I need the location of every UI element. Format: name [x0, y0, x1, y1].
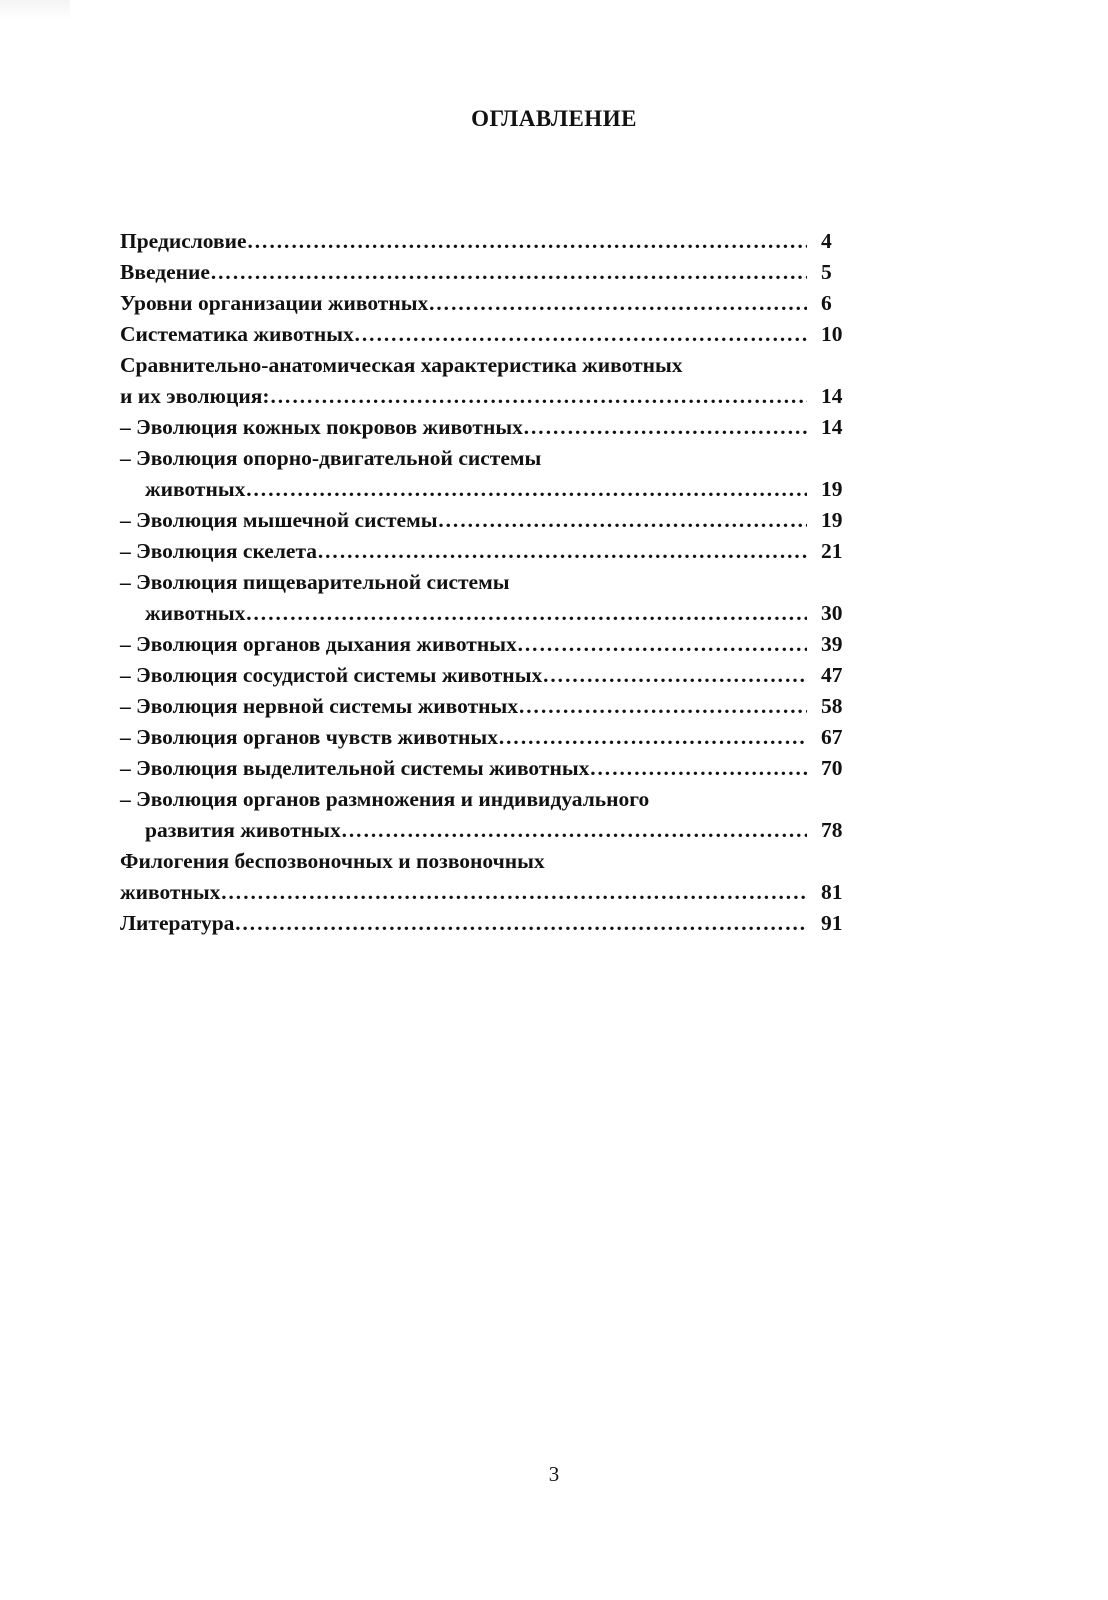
toc-entry-page-number: 70 — [821, 756, 843, 780]
toc-entry-page-number: 5 — [821, 260, 832, 284]
toc-entry-label: – Эволюция органов чувств животных — [120, 725, 498, 749]
toc-entry-last-line — [120, 226, 867, 257]
toc-entry-page-number: 30 — [821, 601, 843, 625]
toc-entry-label: – Эволюция опорно-двигательной системы — [120, 446, 542, 470]
toc-entry-label: – Эволюция органов размножения и индивидуального — [120, 787, 650, 811]
toc-entry-last-line — [120, 629, 867, 660]
toc-entry-last-line — [120, 877, 867, 908]
toc-entry[interactable] — [120, 536, 867, 567]
toc-entry-last-line — [120, 381, 867, 412]
toc-entry-label: Введение — [120, 260, 210, 284]
toc-entry-label: животных — [145, 601, 246, 625]
toc-entry-page-number: 78 — [821, 818, 843, 842]
toc-entry-label: – Эволюция мышечной системы — [120, 508, 438, 532]
dot-leader — [210, 257, 807, 288]
toc-entry-page-number: 81 — [821, 880, 843, 904]
dot-leader — [341, 815, 807, 846]
scan-artifact — [0, 0, 70, 20]
toc-entry-last-line — [120, 288, 867, 319]
toc-entry[interactable] — [120, 350, 867, 412]
toc-entry-page-number: 58 — [821, 694, 843, 718]
toc-entry-last-line — [120, 257, 867, 288]
dot-leader — [245, 474, 807, 505]
toc-entry-last-line — [120, 908, 867, 939]
toc-entry-last-line — [120, 691, 867, 722]
toc-entry-page-number: 4 — [821, 229, 832, 253]
toc-entry-label: – Эволюция выделительной системы животных — [120, 756, 590, 780]
toc-entry-last-line — [120, 412, 867, 443]
toc-entry-page-number: 6 — [821, 291, 832, 315]
toc-entry-label: – Эволюция органов дыхания животных — [120, 632, 517, 656]
toc-entry[interactable] — [120, 257, 867, 288]
toc-entry-label: Сравнительно-анатомическая характеристика животных — [120, 353, 683, 377]
toc-entry-last-line — [120, 660, 867, 691]
toc-entry[interactable] — [120, 412, 867, 443]
toc-entry-line — [120, 443, 867, 474]
toc-entry-last-line — [120, 753, 867, 784]
toc-entry-last-line — [120, 474, 867, 505]
dot-leader — [542, 660, 807, 691]
toc-entry-label: Предисловие — [120, 229, 247, 253]
dot-leader — [247, 226, 807, 257]
toc-entry[interactable] — [120, 908, 867, 939]
toc-entry[interactable] — [120, 846, 867, 908]
dot-leader — [270, 381, 807, 412]
dot-leader — [220, 877, 807, 908]
toc-entry-line — [120, 567, 867, 598]
page-title: ОГЛАВЛЕНИЕ — [471, 106, 637, 131]
dot-leader — [428, 288, 807, 319]
dot-leader — [354, 319, 807, 350]
toc-entry[interactable] — [120, 319, 867, 350]
toc-entry-page-number: 47 — [821, 663, 843, 687]
toc-entry-label: – Эволюция нервной системы животных — [120, 694, 519, 718]
toc-entry-page-number: 91 — [821, 911, 843, 935]
toc-entry-label: – Эволюция сосудистой системы животных — [120, 663, 543, 687]
table-of-contents — [120, 226, 867, 939]
toc-entry[interactable] — [120, 691, 867, 722]
toc-entry-last-line — [120, 598, 867, 629]
toc-entry-last-line — [120, 815, 867, 846]
toc-entry-label: животных — [120, 880, 221, 904]
toc-entry-page-number: 14 — [821, 415, 843, 439]
toc-entry-last-line — [120, 505, 867, 536]
toc-entry-label: Систематика животных — [120, 322, 354, 346]
toc-entry-last-line — [120, 536, 867, 567]
dot-leader — [438, 505, 807, 536]
toc-entry-label: и их эволюция: — [120, 384, 270, 408]
dot-leader — [317, 536, 807, 567]
toc-entry-label: Литература — [120, 911, 235, 935]
toc-entry-page-number: 21 — [821, 539, 843, 563]
toc-entry-last-line — [120, 319, 867, 350]
toc-entry[interactable] — [120, 722, 867, 753]
toc-entry[interactable] — [120, 784, 867, 846]
toc-entry-label: Уровни организации животных — [120, 291, 429, 315]
toc-entry[interactable] — [120, 505, 867, 536]
dot-leader — [234, 908, 807, 939]
page-number: 3 — [548, 1462, 560, 1486]
dot-leader — [498, 722, 807, 753]
toc-entry[interactable] — [120, 660, 867, 691]
toc-entry-page-number: 19 — [821, 508, 843, 532]
toc-entry-page-number: 10 — [821, 322, 843, 346]
dot-leader — [517, 629, 807, 660]
dot-leader — [523, 412, 807, 443]
toc-entry-page-number: 14 — [821, 384, 843, 408]
toc-entry-line — [120, 846, 867, 877]
toc-entry[interactable] — [120, 443, 867, 505]
toc-entry-line — [120, 350, 867, 381]
dot-leader — [589, 753, 807, 784]
toc-entry[interactable] — [120, 753, 867, 784]
toc-entry[interactable] — [120, 288, 867, 319]
toc-entry-page-number: 39 — [821, 632, 843, 656]
toc-entry-page-number: 67 — [821, 725, 843, 749]
toc-entry-label: Филогения беспозвоночных и позвоночных — [120, 849, 545, 873]
toc-entry[interactable] — [120, 567, 867, 629]
toc-entry-line — [120, 784, 867, 815]
dot-leader — [518, 691, 807, 722]
dot-leader — [245, 598, 807, 629]
toc-entry-label: животных — [145, 477, 246, 501]
toc-entry[interactable] — [120, 629, 867, 660]
toc-entry-last-line — [120, 722, 867, 753]
toc-entry-label: – Эволюция пищеварительной системы — [120, 570, 510, 594]
toc-entry-label: – Эволюция скелета — [120, 539, 318, 563]
toc-entry-label: – Эволюция кожных покровов животных — [120, 415, 523, 439]
toc-entry-page-number: 19 — [821, 477, 843, 501]
toc-entry-label: развития животных — [145, 818, 341, 842]
toc-entry[interactable] — [120, 226, 867, 257]
